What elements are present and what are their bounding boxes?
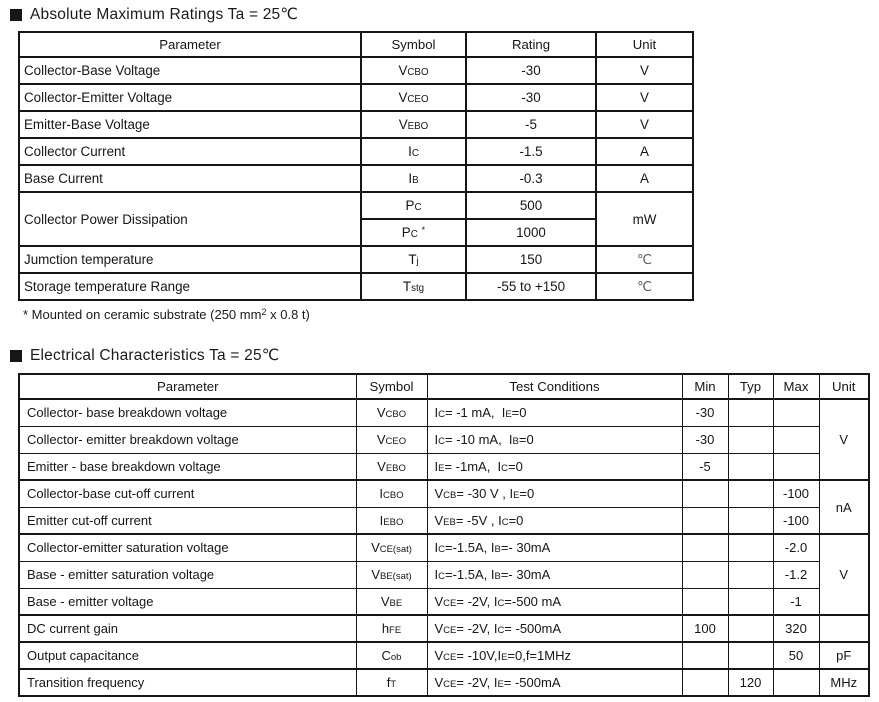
table-cell: V [596, 111, 693, 138]
table-cell [728, 534, 773, 561]
table-cell: VCE= -2V, IC=-500 mA [427, 588, 682, 615]
table-cell [728, 453, 773, 480]
section-title-text: Absolute Maximum Ratings Ta = 25℃ [30, 6, 298, 23]
table-row [19, 426, 869, 453]
table-cell: Jumction temperature [19, 246, 361, 273]
table-row [19, 507, 869, 534]
table-body [19, 399, 869, 696]
table-cell: PC [361, 192, 466, 219]
table-cell [728, 561, 773, 588]
table-cell: Collector-emitter saturation voltage [19, 534, 356, 561]
table-cell: VCE= -10V,IE=0,f=1MHz [427, 642, 682, 669]
table-cell [773, 426, 819, 453]
table-cell: -100 [773, 480, 819, 507]
table-cell: IC [361, 138, 466, 165]
table-cell: VBE [356, 588, 427, 615]
table-cell: -30 [466, 57, 596, 84]
table-cell [773, 453, 819, 480]
table-cell: Transition frequency [19, 669, 356, 696]
table-cell [728, 588, 773, 615]
table-cell: -30 [682, 399, 728, 426]
table-cell [682, 480, 728, 507]
table-cell: VCE(sat) [356, 534, 427, 561]
table-cell: -100 [773, 507, 819, 534]
table-cell: VCBO [361, 57, 466, 84]
table-cell [728, 507, 773, 534]
table-cell: MHz [819, 669, 869, 696]
table-cell [819, 615, 869, 642]
table-cell: VEB= -5V , IC=0 [427, 507, 682, 534]
table-cell: IB [361, 165, 466, 192]
table-cell: hFE [356, 615, 427, 642]
table-cell: A [596, 138, 693, 165]
column-header: Typ [728, 374, 773, 399]
table-cell: Storage temperature Range [19, 273, 361, 300]
table-row [19, 192, 693, 219]
table-cell: -1 [773, 588, 819, 615]
table-cell: -5 [682, 453, 728, 480]
table-cell: -5 [466, 111, 596, 138]
table-cell [682, 534, 728, 561]
table-cell: V [819, 534, 869, 615]
table-cell: Collector Current [19, 138, 361, 165]
table-row [19, 615, 869, 642]
table-cell: Collector-base cut-off current [19, 480, 356, 507]
table-cell: -1.5 [466, 138, 596, 165]
column-header: Parameter [19, 374, 356, 399]
section-title-electrical-characteristics [10, 346, 279, 365]
table-cell: 500 [466, 192, 596, 219]
table-cell: IEBO [356, 507, 427, 534]
table-cell: VCBO [356, 399, 427, 426]
table-cell: Cob [356, 642, 427, 669]
table-row [19, 561, 869, 588]
table-row [19, 165, 693, 192]
table-cell [728, 642, 773, 669]
table-cell: PC * [361, 219, 466, 246]
table-cell: -30 [466, 84, 596, 111]
table-cell: Base - emitter voltage [19, 588, 356, 615]
column-header: Min [682, 374, 728, 399]
table-cell: A [596, 165, 693, 192]
table-cell: Collector-Emitter Voltage [19, 84, 361, 111]
table-cell: Collector-Base Voltage [19, 57, 361, 84]
table-row [19, 84, 693, 111]
table-cell: fT [356, 669, 427, 696]
table-cell: Collector- base breakdown voltage [19, 399, 356, 426]
table-cell: Emitter-Base Voltage [19, 111, 361, 138]
table-cell: IC= -1 mA, IE=0 [427, 399, 682, 426]
table-cell: V [596, 84, 693, 111]
table-cell: -30 [682, 426, 728, 453]
table-row [19, 642, 869, 669]
electrical-characteristics-table [18, 373, 870, 697]
table-cell: V [819, 399, 869, 480]
table-cell: VCB= -30 V , IE=0 [427, 480, 682, 507]
footnote: * Mounted on ceramic substrate (250 $mm^2$ x 0.8 t) [23, 306, 310, 322]
table-cell: 120 [728, 669, 773, 696]
table-cell [682, 507, 728, 534]
table-cell [682, 588, 728, 615]
column-header: Symbol [356, 374, 427, 399]
header-row [19, 32, 693, 57]
table-row [19, 669, 869, 696]
table-cell: VEBO [361, 111, 466, 138]
square-bullet-icon [10, 350, 22, 362]
table-cell: Emitter - base breakdown voltage [19, 453, 356, 480]
table-cell: 100 [682, 615, 728, 642]
absolute-maximum-ratings-table [18, 31, 694, 301]
table-cell: 150 [466, 246, 596, 273]
table-row [19, 399, 869, 426]
table-row [19, 534, 869, 561]
table-cell: Base - emitter saturation voltage [19, 561, 356, 588]
table-cell [682, 642, 728, 669]
table-cell: 320 [773, 615, 819, 642]
table-cell: VCEO [356, 426, 427, 453]
table-cell: VBE(sat) [356, 561, 427, 588]
table-cell: IC=-1.5A, IB=- 30mA [427, 534, 682, 561]
table-cell [773, 669, 819, 696]
column-header: Rating [466, 32, 596, 57]
table-cell: Emitter cut-off current [19, 507, 356, 534]
table-body [19, 57, 693, 300]
table-cell: Tj [361, 246, 466, 273]
table-cell: ICBO [356, 480, 427, 507]
column-header: Parameter [19, 32, 361, 57]
table-row [19, 111, 693, 138]
table-cell [728, 399, 773, 426]
table-cell: VCE= -2V, IC= -500mA [427, 615, 682, 642]
table-cell [773, 399, 819, 426]
table-cell [682, 561, 728, 588]
table-cell: IC=-1.5A, IB=- 30mA [427, 561, 682, 588]
square-bullet-icon [10, 9, 22, 21]
table-cell: Output capacitance [19, 642, 356, 669]
table-cell: Collector- emitter breakdown voltage [19, 426, 356, 453]
section-title-absolute-maximum-ratings [10, 5, 298, 24]
table-cell: ℃ [596, 273, 693, 300]
table-row [19, 588, 869, 615]
table-row [19, 480, 869, 507]
table-cell: Collector Power Dissipation [19, 192, 361, 246]
table-cell [728, 615, 773, 642]
table-row [19, 453, 869, 480]
table-row [19, 138, 693, 165]
column-header: Max [773, 374, 819, 399]
table-cell: DC current gain [19, 615, 356, 642]
table-cell: Base Current [19, 165, 361, 192]
header-row [19, 374, 869, 399]
table-cell: 1000 [466, 219, 596, 246]
table-cell [682, 669, 728, 696]
table-row [19, 246, 693, 273]
table-cell: -55 to +150 [466, 273, 596, 300]
section-title-text: Electrical Characteristics Ta = 25℃ [30, 347, 280, 364]
table-cell [728, 480, 773, 507]
table-cell: -0.3 [466, 165, 596, 192]
column-header: Symbol [361, 32, 466, 57]
table-cell [728, 426, 773, 453]
column-header: Test Conditions [427, 374, 682, 399]
table-cell: nA [819, 480, 869, 534]
table-cell: 50 [773, 642, 819, 669]
table-cell: -2.0 [773, 534, 819, 561]
table-cell: -1.2 [773, 561, 819, 588]
table-cell: mW [596, 192, 693, 246]
table-cell: pF [819, 642, 869, 669]
table-cell: VCE= -2V, IE= -500mA [427, 669, 682, 696]
table-cell: IC= -10 mA, IB=0 [427, 426, 682, 453]
column-header: Unit [596, 32, 693, 57]
column-header: Unit [819, 374, 869, 399]
table-cell: VEBO [356, 453, 427, 480]
table-row [19, 273, 693, 300]
table-cell: V [596, 57, 693, 84]
table-cell: Tstg [361, 273, 466, 300]
table-cell: IE= -1mA, IC=0 [427, 453, 682, 480]
table-cell: ℃ [596, 246, 693, 273]
table-cell: VCEO [361, 84, 466, 111]
table-row [19, 57, 693, 84]
